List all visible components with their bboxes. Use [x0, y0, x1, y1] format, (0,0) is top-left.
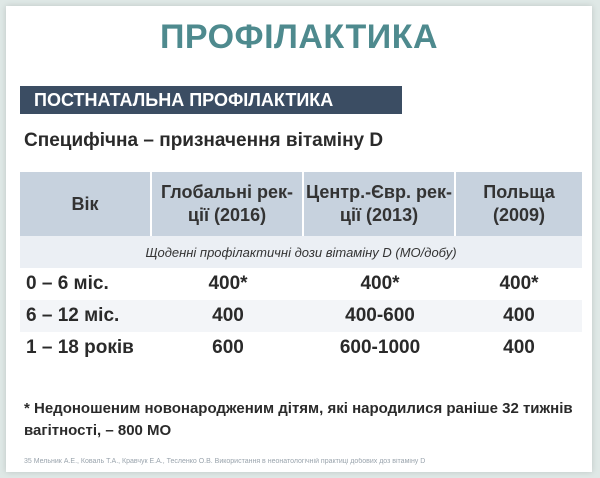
table-row [20, 300, 582, 332]
table-note: Щоденні профілактичні дози вітаміну D (МО/добу) [20, 236, 582, 268]
cell-global: 600 [212, 337, 244, 358]
cell-central-europe: 600-1000 [339, 337, 421, 358]
header-central-europe: Центр.-Євр. рек-ції (2013) [304, 172, 456, 236]
slide [6, 6, 592, 472]
reference-text: 35 Мельник А.Е., Коваль Т.А., Кравчук Е.А., Тесленко О.В. Використання в неонатологічній практиці добових доз вітаміну D [24, 458, 426, 465]
page-title: ПРОФІЛАКТИКА [159, 18, 439, 56]
section-banner: ПОСТНАТАЛЬНА ПРОФІЛАКТИКА [20, 86, 402, 114]
cell-global: 400* [208, 273, 248, 294]
table-header-row [20, 172, 582, 236]
table-row [20, 268, 582, 300]
vitamin-d-table [20, 172, 582, 364]
cell-poland: 400 [503, 337, 535, 358]
cell-central-europe: 400* [360, 273, 400, 294]
cell-age: 6 – 12 міс. [20, 300, 152, 332]
cell-central-europe: 400-600 [304, 300, 456, 332]
table-row [20, 332, 582, 364]
cell-poland: 400* [499, 273, 539, 294]
header-age: Вік [20, 172, 152, 236]
header-poland: Польща (2009) [456, 172, 582, 236]
cell-global: 400 [152, 300, 304, 332]
table-note-row [20, 236, 582, 268]
cell-age: 1 – 18 років [26, 337, 134, 358]
header-global: Глобальні рек-ції (2016) [152, 172, 304, 236]
cell-poland: 400 [456, 300, 582, 332]
cell-age: 0 – 6 міс. [26, 273, 109, 294]
subtitle: Специфічна – призначення вітаміну D [24, 130, 384, 151]
footnote: * Недоношеним новонародженим дітям, які народилися раніше 32 тижнів вагітності, – 800 МО [24, 400, 573, 439]
